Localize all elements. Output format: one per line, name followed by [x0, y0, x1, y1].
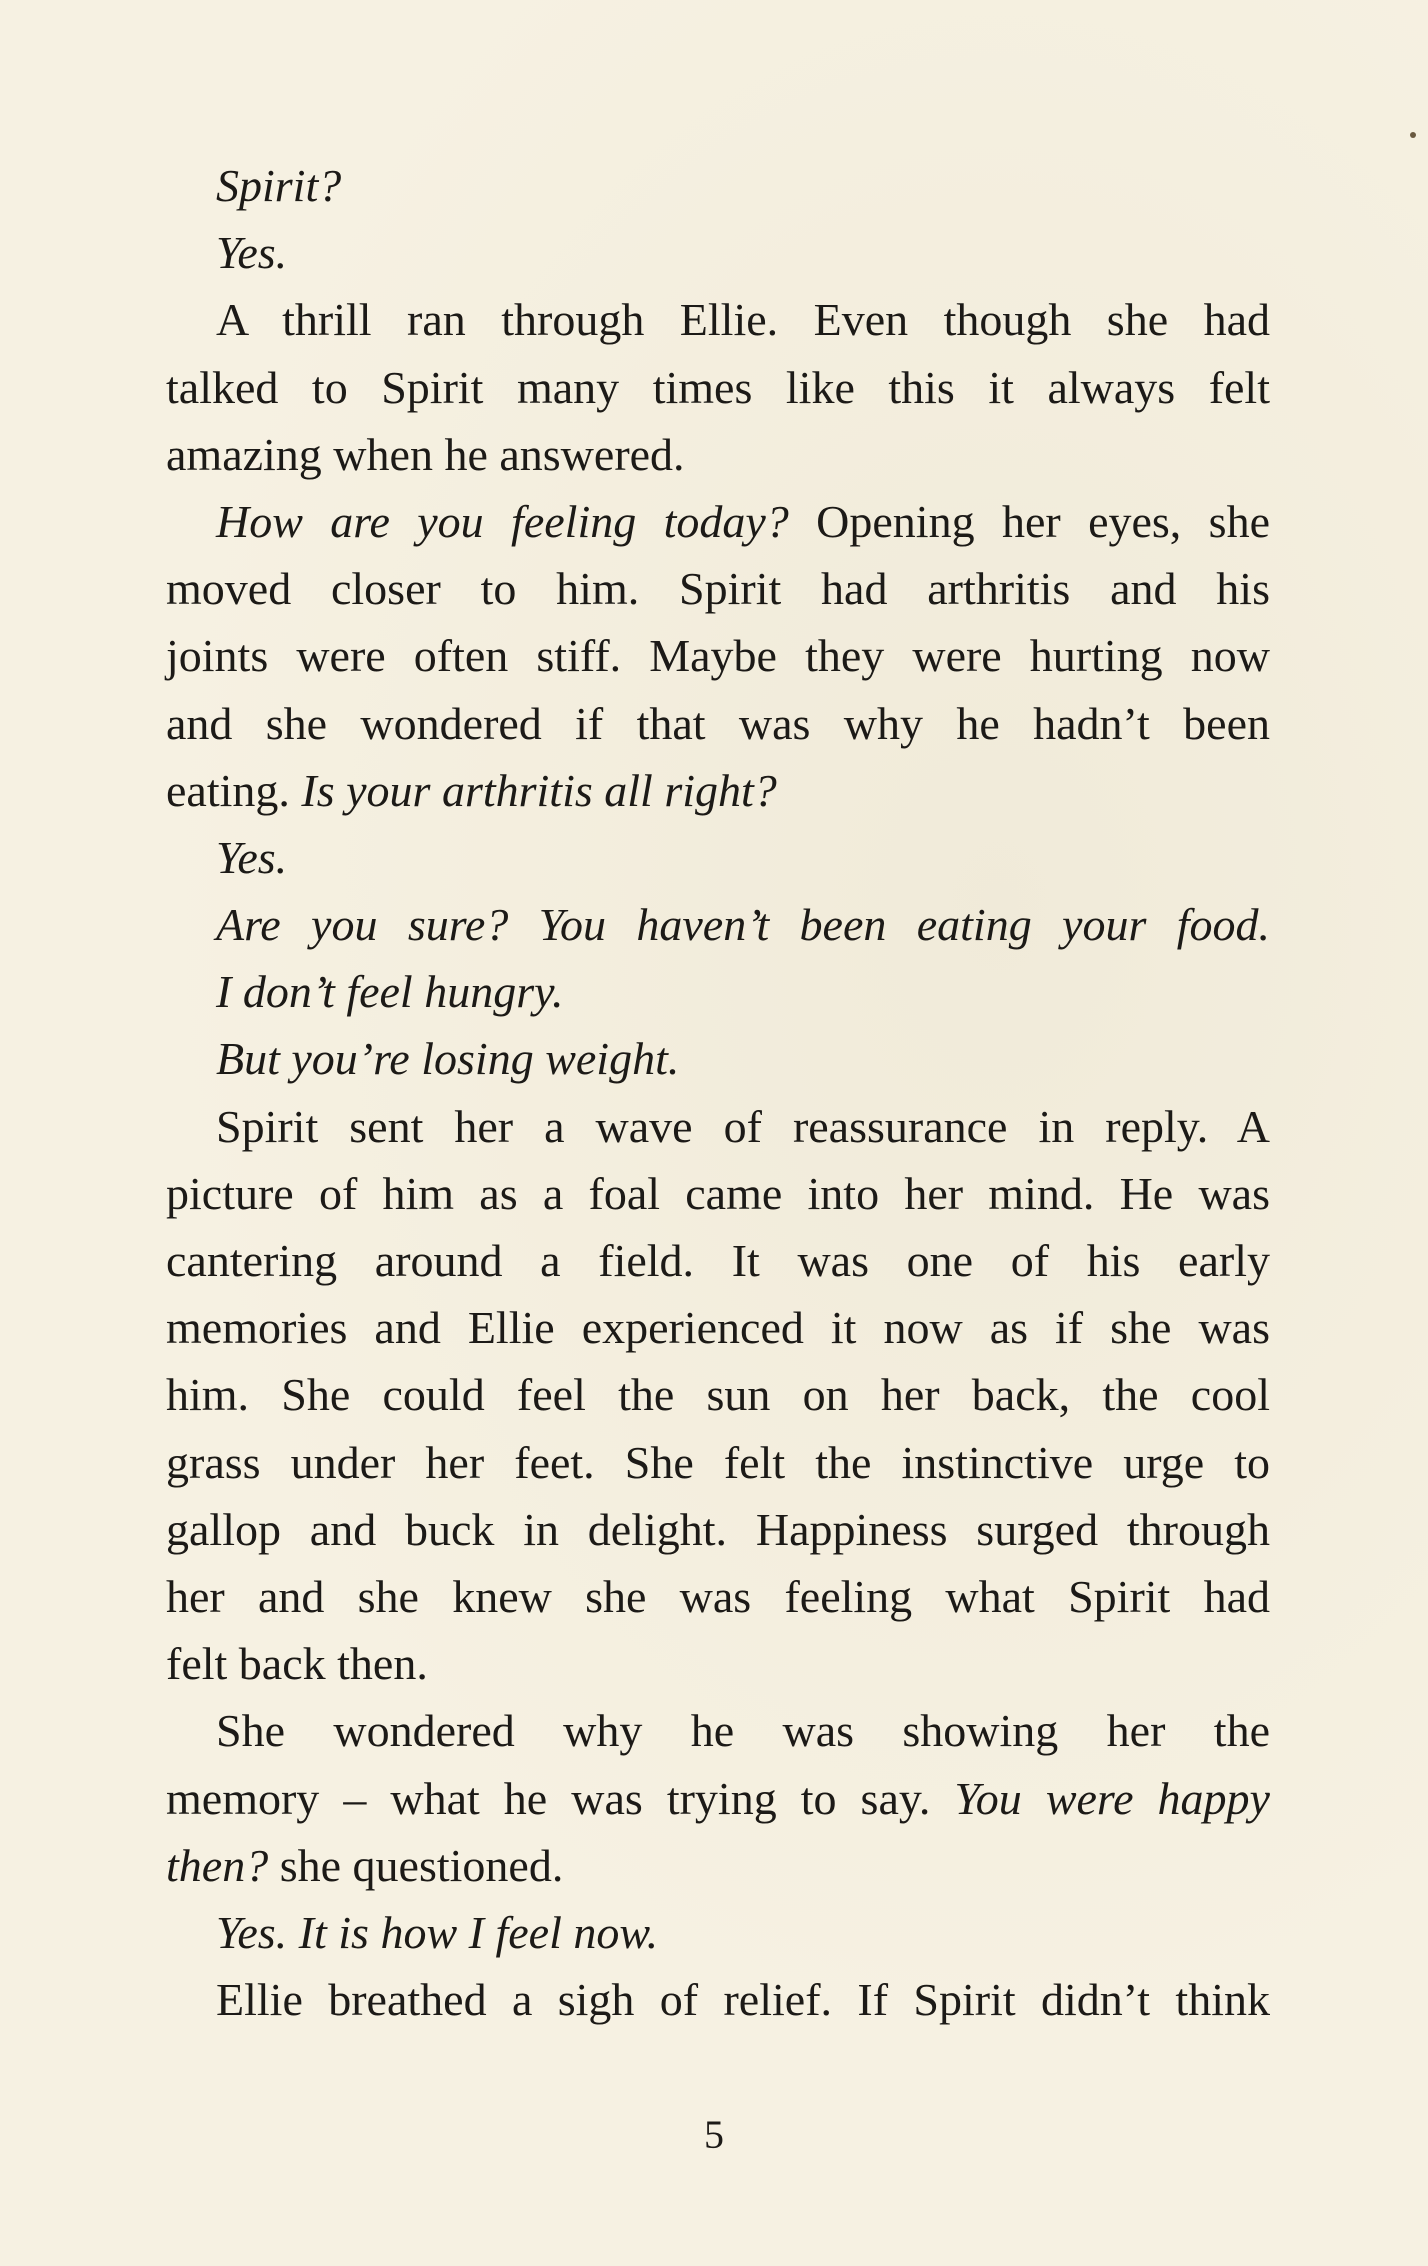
page-number: 5 [704, 2112, 724, 2157]
text-line [166, 1966, 1270, 2033]
italic-text: But you’re losing weight. [216, 1033, 680, 1085]
text-line [166, 1563, 1270, 1630]
text-line [166, 555, 1270, 622]
italic-text: You were happy [954, 1772, 1270, 1824]
text-run: eating. [166, 764, 302, 816]
text-line [166, 1429, 1270, 1496]
italic-text: Is your arthritis all right? [301, 764, 777, 816]
text-run: her and she knew she was feeling what Spirit had [166, 1570, 1270, 1622]
italic-text: Yes. [216, 227, 288, 279]
text-line [166, 891, 1270, 958]
text-run: and she wondered if that was why he hadn’t been [166, 697, 1270, 749]
text-line [166, 219, 1270, 286]
text-run: memory – what he was trying to say. [166, 1772, 955, 1824]
text-run: grass under her feet. She felt the instinctive urge to [166, 1436, 1270, 1488]
italic-text: Yes. It is how I feel now. [216, 1906, 659, 1958]
text-line [166, 824, 1270, 891]
text-run: she questioned. [268, 1839, 564, 1891]
text-run: him. She could feel the sun on her back, the cool [166, 1369, 1270, 1421]
text-line [166, 1294, 1270, 1361]
text-run: felt back then. [166, 1638, 428, 1690]
text-line [166, 1832, 1270, 1899]
text-line [166, 1160, 1270, 1227]
text-run: joints were often stiff. Maybe they were hurting now [166, 630, 1270, 682]
text-run: She wondered why he was showing her the [216, 1705, 1270, 1757]
text-run: memories and Ellie experienced it now as if she was [166, 1302, 1270, 1354]
text-line [166, 286, 1270, 353]
text-line [166, 622, 1270, 689]
body-text [166, 152, 1270, 2033]
text-run: cantering around a field. It was one of his early [166, 1235, 1270, 1286]
text-run: Ellie breathed a sigh of relief. If Spirit didn’t think [216, 1974, 1270, 2026]
text-run: picture of him as a foal came into her mind. He was [166, 1167, 1270, 1219]
text-line [166, 757, 1270, 824]
text-line [166, 690, 1270, 757]
text-run: moved closer to him. Spirit had arthritis and his [166, 563, 1270, 615]
italic-text: Spirit? [216, 160, 342, 211]
text-line [166, 421, 1270, 488]
text-line [166, 1899, 1270, 1966]
text-run: gallop and buck in delight. Happiness surged through [166, 1503, 1270, 1555]
italic-text: then? [166, 1839, 269, 1891]
text-line [166, 1697, 1270, 1764]
text-line [166, 152, 1270, 219]
italic-text: How are you feeling today? [216, 495, 789, 547]
text-line [166, 1025, 1270, 1092]
text-line [166, 354, 1270, 421]
text-line [166, 1765, 1270, 1832]
text-line [166, 1093, 1270, 1160]
paper-speck [1410, 132, 1416, 138]
text-line [166, 1361, 1270, 1428]
text-run: Opening her eyes, she [788, 495, 1270, 547]
text-run: amazing when he answered. [166, 428, 685, 480]
text-run: talked to Spirit many times like this it always felt [166, 361, 1270, 413]
text-line [166, 488, 1270, 555]
text-line [166, 958, 1270, 1025]
text-line [166, 1630, 1270, 1697]
italic-text: Yes. [216, 831, 288, 883]
italic-text: I don’t feel hungry. [216, 966, 564, 1018]
text-run: A thrill ran through Ellie. Even though she had [216, 294, 1270, 346]
text-line [166, 1227, 1270, 1294]
text-run: Spirit sent her a wave of reassurance in reply. A [216, 1100, 1270, 1152]
text-line [166, 1496, 1270, 1563]
italic-text: Are you sure? You haven’t been eating your food. [216, 899, 1270, 951]
